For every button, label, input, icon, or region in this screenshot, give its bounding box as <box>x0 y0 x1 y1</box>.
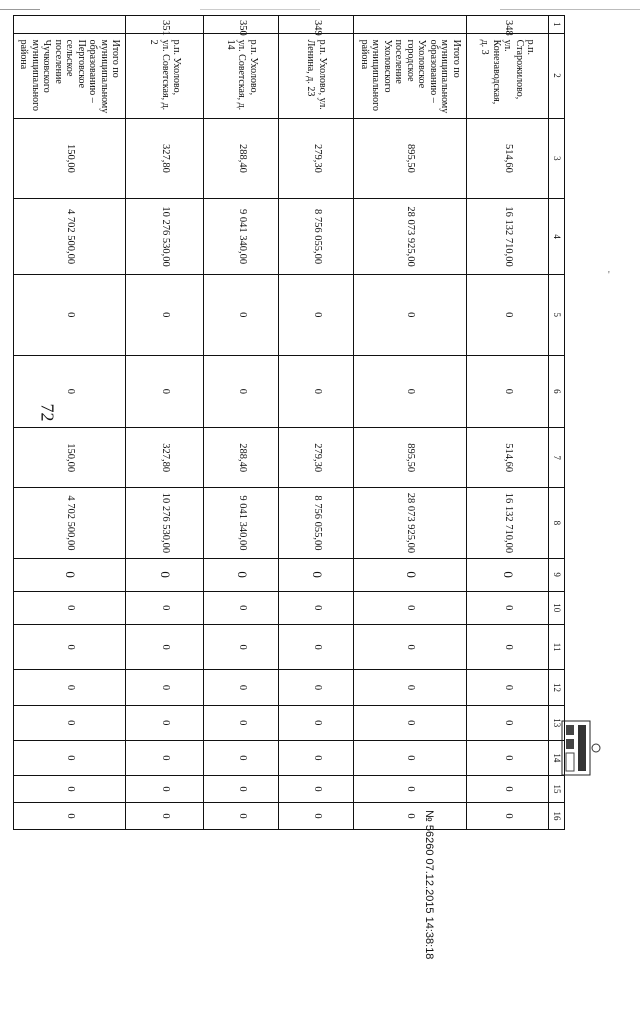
column-number-11: 11 <box>549 624 565 670</box>
value-cell-c4: 8 756 055,00 <box>279 199 354 275</box>
column-number-9: 9 <box>549 558 565 591</box>
row-number-cell: 351 <box>126 16 204 34</box>
value-cell-c3: 514,60 <box>467 118 549 199</box>
column-number-14: 14 <box>549 740 565 775</box>
row-number-cell <box>354 16 467 34</box>
value-cell-c7: 150,00 <box>14 428 127 488</box>
value-cell-c6: 0 <box>279 355 354 427</box>
value-cell-c12: 0 <box>279 670 354 705</box>
row-number-cell <box>14 16 127 34</box>
value-cell-c12: 0 <box>354 670 467 705</box>
value-cell-c6: 0 <box>204 355 279 427</box>
value-cell-c5: 0 <box>14 274 127 355</box>
registration-number: № 56260 07.12.2015 14:38:18 <box>423 810 435 960</box>
value-cell-c10: 0 <box>126 591 204 624</box>
value-cell-c8: 10 276 530,00 <box>126 488 204 558</box>
value-cell-c7: 895,50 <box>354 428 467 488</box>
address-cell: р.п. Ухолово, ул. Ленина, д. 23 <box>279 33 354 118</box>
value-cell-c5: 0 <box>126 274 204 355</box>
value-cell-c4: 4 702 500,00 <box>14 199 127 275</box>
column-number-3: 3 <box>549 118 565 199</box>
value-cell-c13: 0 <box>126 705 204 740</box>
value-cell-c10: 0 <box>467 591 549 624</box>
column-number-15: 15 <box>549 776 565 803</box>
value-cell-c10: 0 <box>279 591 354 624</box>
address-cell: р.п. Ухолово, ул. Советская, д. 2 <box>126 33 204 118</box>
column-number-12: 12 <box>549 670 565 705</box>
scan-artifact-right <box>500 9 640 10</box>
column-number-13: 13 <box>549 705 565 740</box>
value-cell-c14: 0 <box>467 740 549 775</box>
value-cell-c5: 0 <box>204 274 279 355</box>
column-number-5: 5 <box>549 274 565 355</box>
table-row <box>279 16 354 830</box>
row-number-cell: 350 <box>204 16 279 34</box>
value-cell-c4: 10 276 530,00 <box>126 199 204 275</box>
table-row <box>354 16 467 830</box>
value-cell-c13: 0 <box>204 705 279 740</box>
address-cell: р.п. Старожилово, ул. Конезаводская, д. 3 <box>467 33 549 118</box>
value-cell-c6: 0 <box>467 355 549 427</box>
column-number-2: 2 <box>549 33 565 118</box>
value-cell-c11: 0 <box>204 624 279 670</box>
value-cell-c5: 0 <box>467 274 549 355</box>
value-cell-c13: 0 <box>354 705 467 740</box>
address-cell: Итого по муниципальному образованию – Ухоловское городское поселение Ухоловского муниципального района <box>354 33 467 118</box>
value-cell-c10: 0 <box>14 591 127 624</box>
value-cell-c3: 288,40 <box>204 118 279 199</box>
value-cell-c9: 0 <box>279 558 354 591</box>
value-cell-c6: 0 <box>14 355 127 427</box>
value-cell-c16: 0 <box>204 802 279 829</box>
value-cell-c8: 8 756 055,00 <box>279 488 354 558</box>
value-cell-c15: 0 <box>14 776 127 803</box>
table-row <box>14 16 127 830</box>
value-cell-c12: 0 <box>126 670 204 705</box>
page-number: 72 <box>37 403 58 422</box>
value-cell-c12: 0 <box>467 670 549 705</box>
table-row <box>204 16 279 830</box>
value-cell-c13: 0 <box>14 705 127 740</box>
value-cell-c3: 279,30 <box>279 118 354 199</box>
value-cell-c15: 0 <box>279 776 354 803</box>
value-cell-c5: 0 <box>354 274 467 355</box>
value-cell-c13: 0 <box>279 705 354 740</box>
row-number-cell: 349 <box>279 16 354 34</box>
value-cell-c8: 16 132 710,00 <box>467 488 549 558</box>
value-cell-c11: 0 <box>467 624 549 670</box>
value-cell-c14: 0 <box>279 740 354 775</box>
column-number-16: 16 <box>549 802 565 829</box>
value-cell-c7: 288,40 <box>204 428 279 488</box>
column-number-10: 10 <box>549 591 565 624</box>
margin-mark: ' <box>608 270 610 281</box>
column-number-7: 7 <box>549 428 565 488</box>
value-cell-c14: 0 <box>126 740 204 775</box>
value-cell-c11: 0 <box>354 624 467 670</box>
header-row <box>549 16 565 830</box>
value-cell-c16: 0 <box>279 802 354 829</box>
value-cell-c8: 4 702 500,00 <box>14 488 127 558</box>
table-row <box>126 16 204 830</box>
value-cell-c15: 0 <box>126 776 204 803</box>
value-cell-c7: 327,80 <box>126 428 204 488</box>
value-cell-c15: 0 <box>467 776 549 803</box>
value-cell-c6: 0 <box>126 355 204 427</box>
value-cell-c3: 895,50 <box>354 118 467 199</box>
value-cell-c9: 0 <box>126 558 204 591</box>
scan-artifact-left <box>0 9 40 10</box>
row-number-cell: 348 <box>467 16 549 34</box>
column-number-1: 1 <box>549 16 565 34</box>
value-cell-c10: 0 <box>204 591 279 624</box>
value-cell-c9: 0 <box>354 558 467 591</box>
column-number-4: 4 <box>549 199 565 275</box>
value-cell-c16: 0 <box>467 802 549 829</box>
column-number-6: 6 <box>549 355 565 427</box>
value-cell-c14: 0 <box>204 740 279 775</box>
value-cell-c8: 28 073 925,00 <box>354 488 467 558</box>
address-cell: Итого по муниципальному образованию – Перговское сельское поселение Чучковского муниципального района <box>14 33 127 118</box>
value-cell-c9: 0 <box>14 558 127 591</box>
value-cell-c4: 28 073 925,00 <box>354 199 467 275</box>
value-cell-c12: 0 <box>14 670 127 705</box>
address-cell: р.п. Ухолово, ул. Советская, д. 14 <box>204 33 279 118</box>
value-cell-c10: 0 <box>354 591 467 624</box>
value-cell-c7: 514,60 <box>467 428 549 488</box>
column-number-8: 8 <box>549 488 565 558</box>
value-cell-c11: 0 <box>126 624 204 670</box>
scan-artifact-mid <box>200 9 320 10</box>
value-cell-c13: 0 <box>467 705 549 740</box>
value-cell-c16: 0 <box>14 802 127 829</box>
value-cell-c9: 0 <box>204 558 279 591</box>
value-cell-c4: 9 041 340,00 <box>204 199 279 275</box>
value-cell-c16: 0 <box>354 802 467 829</box>
value-cell-c3: 327,80 <box>126 118 204 199</box>
value-cell-c14: 0 <box>354 740 467 775</box>
value-cell-c14: 0 <box>14 740 127 775</box>
value-cell-c5: 0 <box>279 274 354 355</box>
data-table <box>13 15 565 830</box>
value-cell-c16: 0 <box>126 802 204 829</box>
registration-stamp-logo <box>522 719 630 777</box>
value-cell-c15: 0 <box>354 776 467 803</box>
value-cell-c4: 16 132 710,00 <box>467 199 549 275</box>
value-cell-c3: 150,00 <box>14 118 127 199</box>
value-cell-c11: 0 <box>14 624 127 670</box>
value-cell-c6: 0 <box>354 355 467 427</box>
value-cell-c8: 9 041 340,00 <box>204 488 279 558</box>
value-cell-c9: 0 <box>467 558 549 591</box>
value-cell-c11: 0 <box>279 624 354 670</box>
table-row <box>467 16 549 830</box>
value-cell-c15: 0 <box>204 776 279 803</box>
value-cell-c12: 0 <box>204 670 279 705</box>
value-cell-c7: 279,30 <box>279 428 354 488</box>
